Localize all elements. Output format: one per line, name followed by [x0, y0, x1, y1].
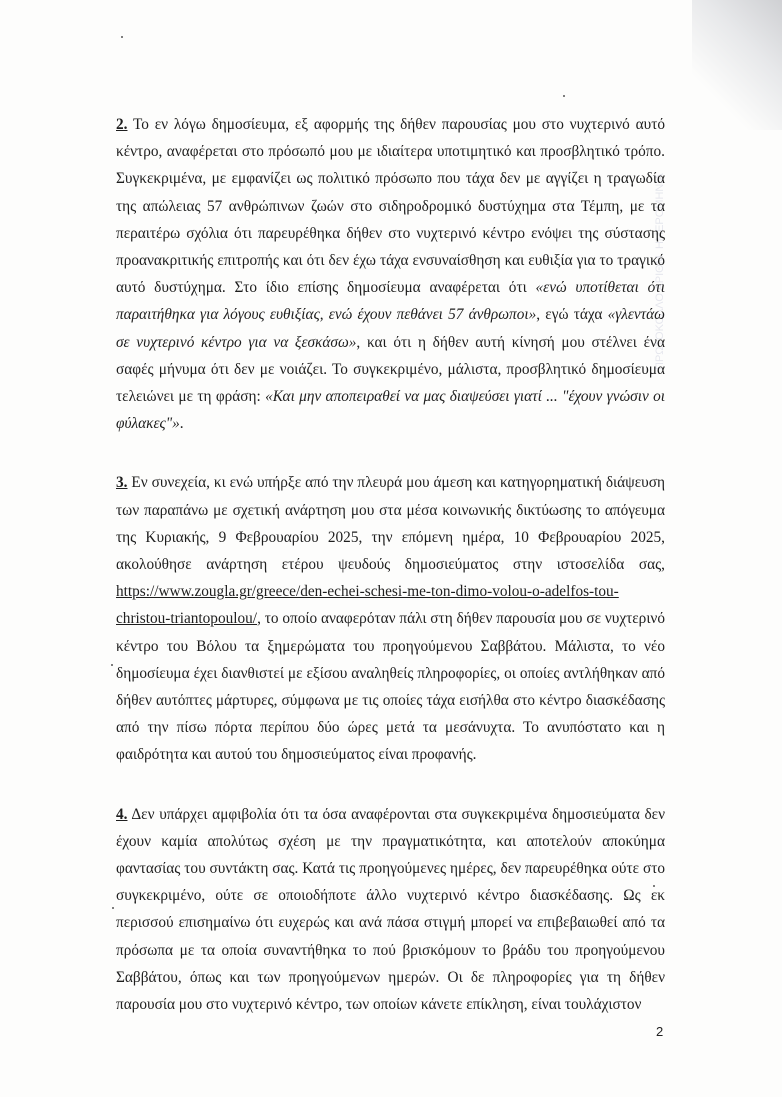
paragraph-text: Εν συνεχεία, κι ενώ υπήρξε από την πλευρά μου άμεση και κατηγορηματική διάψευση των παραπάνω με σχετική ανάρτηση μου στα μέσα κοινωνικής δικτύωσης το απόγευμα της Κυριακής, 9 Φεβρουαρίου 2025, την επόμενη ημέρα, 10 Φεβρουαρίου 2025, ακολούθησε ανάρτηση ετέρου ψευδούς δημοσιεύματος στην ιστοσελίδα σας, — [116, 474, 665, 574]
paragraph-text: . — [179, 415, 184, 433]
paragraph-text: , εγώ τάχα — [536, 306, 608, 324]
paragraph-2 — [116, 111, 665, 437]
paragraph-number: 2. — [116, 116, 128, 133]
paragraph-4 — [116, 801, 665, 1019]
paragraph-text: , και ότι η δήθεν αυτή κίνησή μου στέλνει ένα σαφές μήνυμα ότι δεν με νοιάζει. Το συγκεκριμένο, μάλιστα, προσβλητικό δημοσίευμα τελειώνει με τη φράση: — [116, 333, 665, 406]
quote-text: «Και μην αποπειραθεί να μας διαψεύσει γιατί ... "έχουν γνώσιν οι φύλακες"» — [116, 388, 665, 433]
article-link[interactable]: https://www.zougla.gr/greece/den-echei-schesi-me-ton-dimo-volou-o-adelfos-tou-christou-triantopoulou/ — [116, 583, 619, 628]
page-number: 2 — [656, 1024, 664, 1039]
scan-speck — [563, 95, 565, 97]
paragraph-number: 3. — [116, 474, 128, 492]
scan-speck — [121, 36, 123, 38]
quote-text: «ενώ υποτίθεται ότι παραιτήθηκα για λόγους ευθιξίας, ενώ έχουν πεθάνει 57 άνθρωποι» — [116, 279, 665, 324]
paragraph-3 — [116, 469, 665, 768]
scan-speck — [111, 664, 113, 666]
paragraph-text: Δεν υπάρχει αμφιβολία ότι τα όσα αναφέρονται στα συγκεκριμένα δημοσιεύματα δεν έχουν καμία απολύτως σχέση με την πραγματικότητα, και αποτελούν αποκύημα φαντασίας του συντάκτη σας. Κατά τις προηγούμενες ημέρες, δεν παρευρέθηκα ούτε στο συγκεκριμένο, ούτε σε οποιοδήποτε άλλο νυχτερινό κέντρο διασκέδασης. Ως εκ περισσού επισημαίνω ότι ευχερώς και ανά πάσα στιγμή μπορεί να επιβεβαιωθεί από τα πρόσωπα με τα οποία συναντήθηκα το πού βρισκόμουν το βράδυ του προηγούμενου Σαββάτου, όπως και των προηγούμενων ημερών. Οι δε πληροφορίες για τη δήθεν παρουσία μου στο νυχτερινό κέντρο, των οποίων κάνετε επίκληση, είναι τουλάχιστον — [116, 805, 665, 1014]
document-body — [116, 111, 665, 1018]
quote-text: «γλεντάω σε νυχτερινό κέντρο για να ξεσκάσω» — [116, 306, 665, 351]
scan-speck — [112, 907, 114, 909]
received-stamp: ΠΡΩΤΟΚΟΛΛΟ ΑΡΙΘΜ. ΗΜΕΡΟΜΗΝΙΑ — [654, 173, 666, 370]
paragraph-text: , το οποίο αναφερόταν πάλι στη δήθεν παρουσία μου σε νυχτερινό κέντρο του Βόλου τα ξημερώματα του προηγούμενου Σαββάτου. Μάλιστα, το νέο δημοσίευμα έχει διανθιστεί με εξίσου αναληθείς πληροφορίες, οι οποίες αντλήθηκαν από δήθεν αυτόπτες μάρτυρες, σύμφωνα με τις οποίες τάχα εισήλθα στο κέντρο διασκέδασης από την πίσω πόρτα περίπου δύο ώρες μετά τα μεσάνυχτα. Το ανυπόστατο και η φαιδρότητα και αυτού του δημοσιεύματος είναι προφανής. — [116, 610, 665, 764]
scan-shadow — [692, 0, 782, 130]
paragraph-number: 4. — [116, 805, 128, 823]
paragraph-text: Το εν λόγω δημοσίευμα, εξ αφορμής της δήθεν παρουσίας μου στο νυχτερινό αυτό κέντρο, αναφέρεται στο πρόσωπό μου με ιδιαίτερα υποτιμητικό και προσβλητικό τρόπο. Συγκεκριμένα, με εμφανίζει ως πολιτικό πρόσωπο που τάχα δεν με αγγίζει η τραγωδία της απώλειας 57 ανθρώπινων ζωών στο σιδηροδρομικό δυστύχημα στα Τέμπη, με τα περαιτέρω σχόλια ότι παρευρέθηκα δήθεν στο νυχτερινό κέντρο ενόψει της σύστασης προανακριτικής επιτροπής και ότι δεν έχω τάχα ενσυναίσθηση και ευθιξία για το τραγικό αυτό δυστύχημα. Στο ίδιο επίσης δημοσίευμα αναφέρεται ότι — [116, 116, 665, 297]
